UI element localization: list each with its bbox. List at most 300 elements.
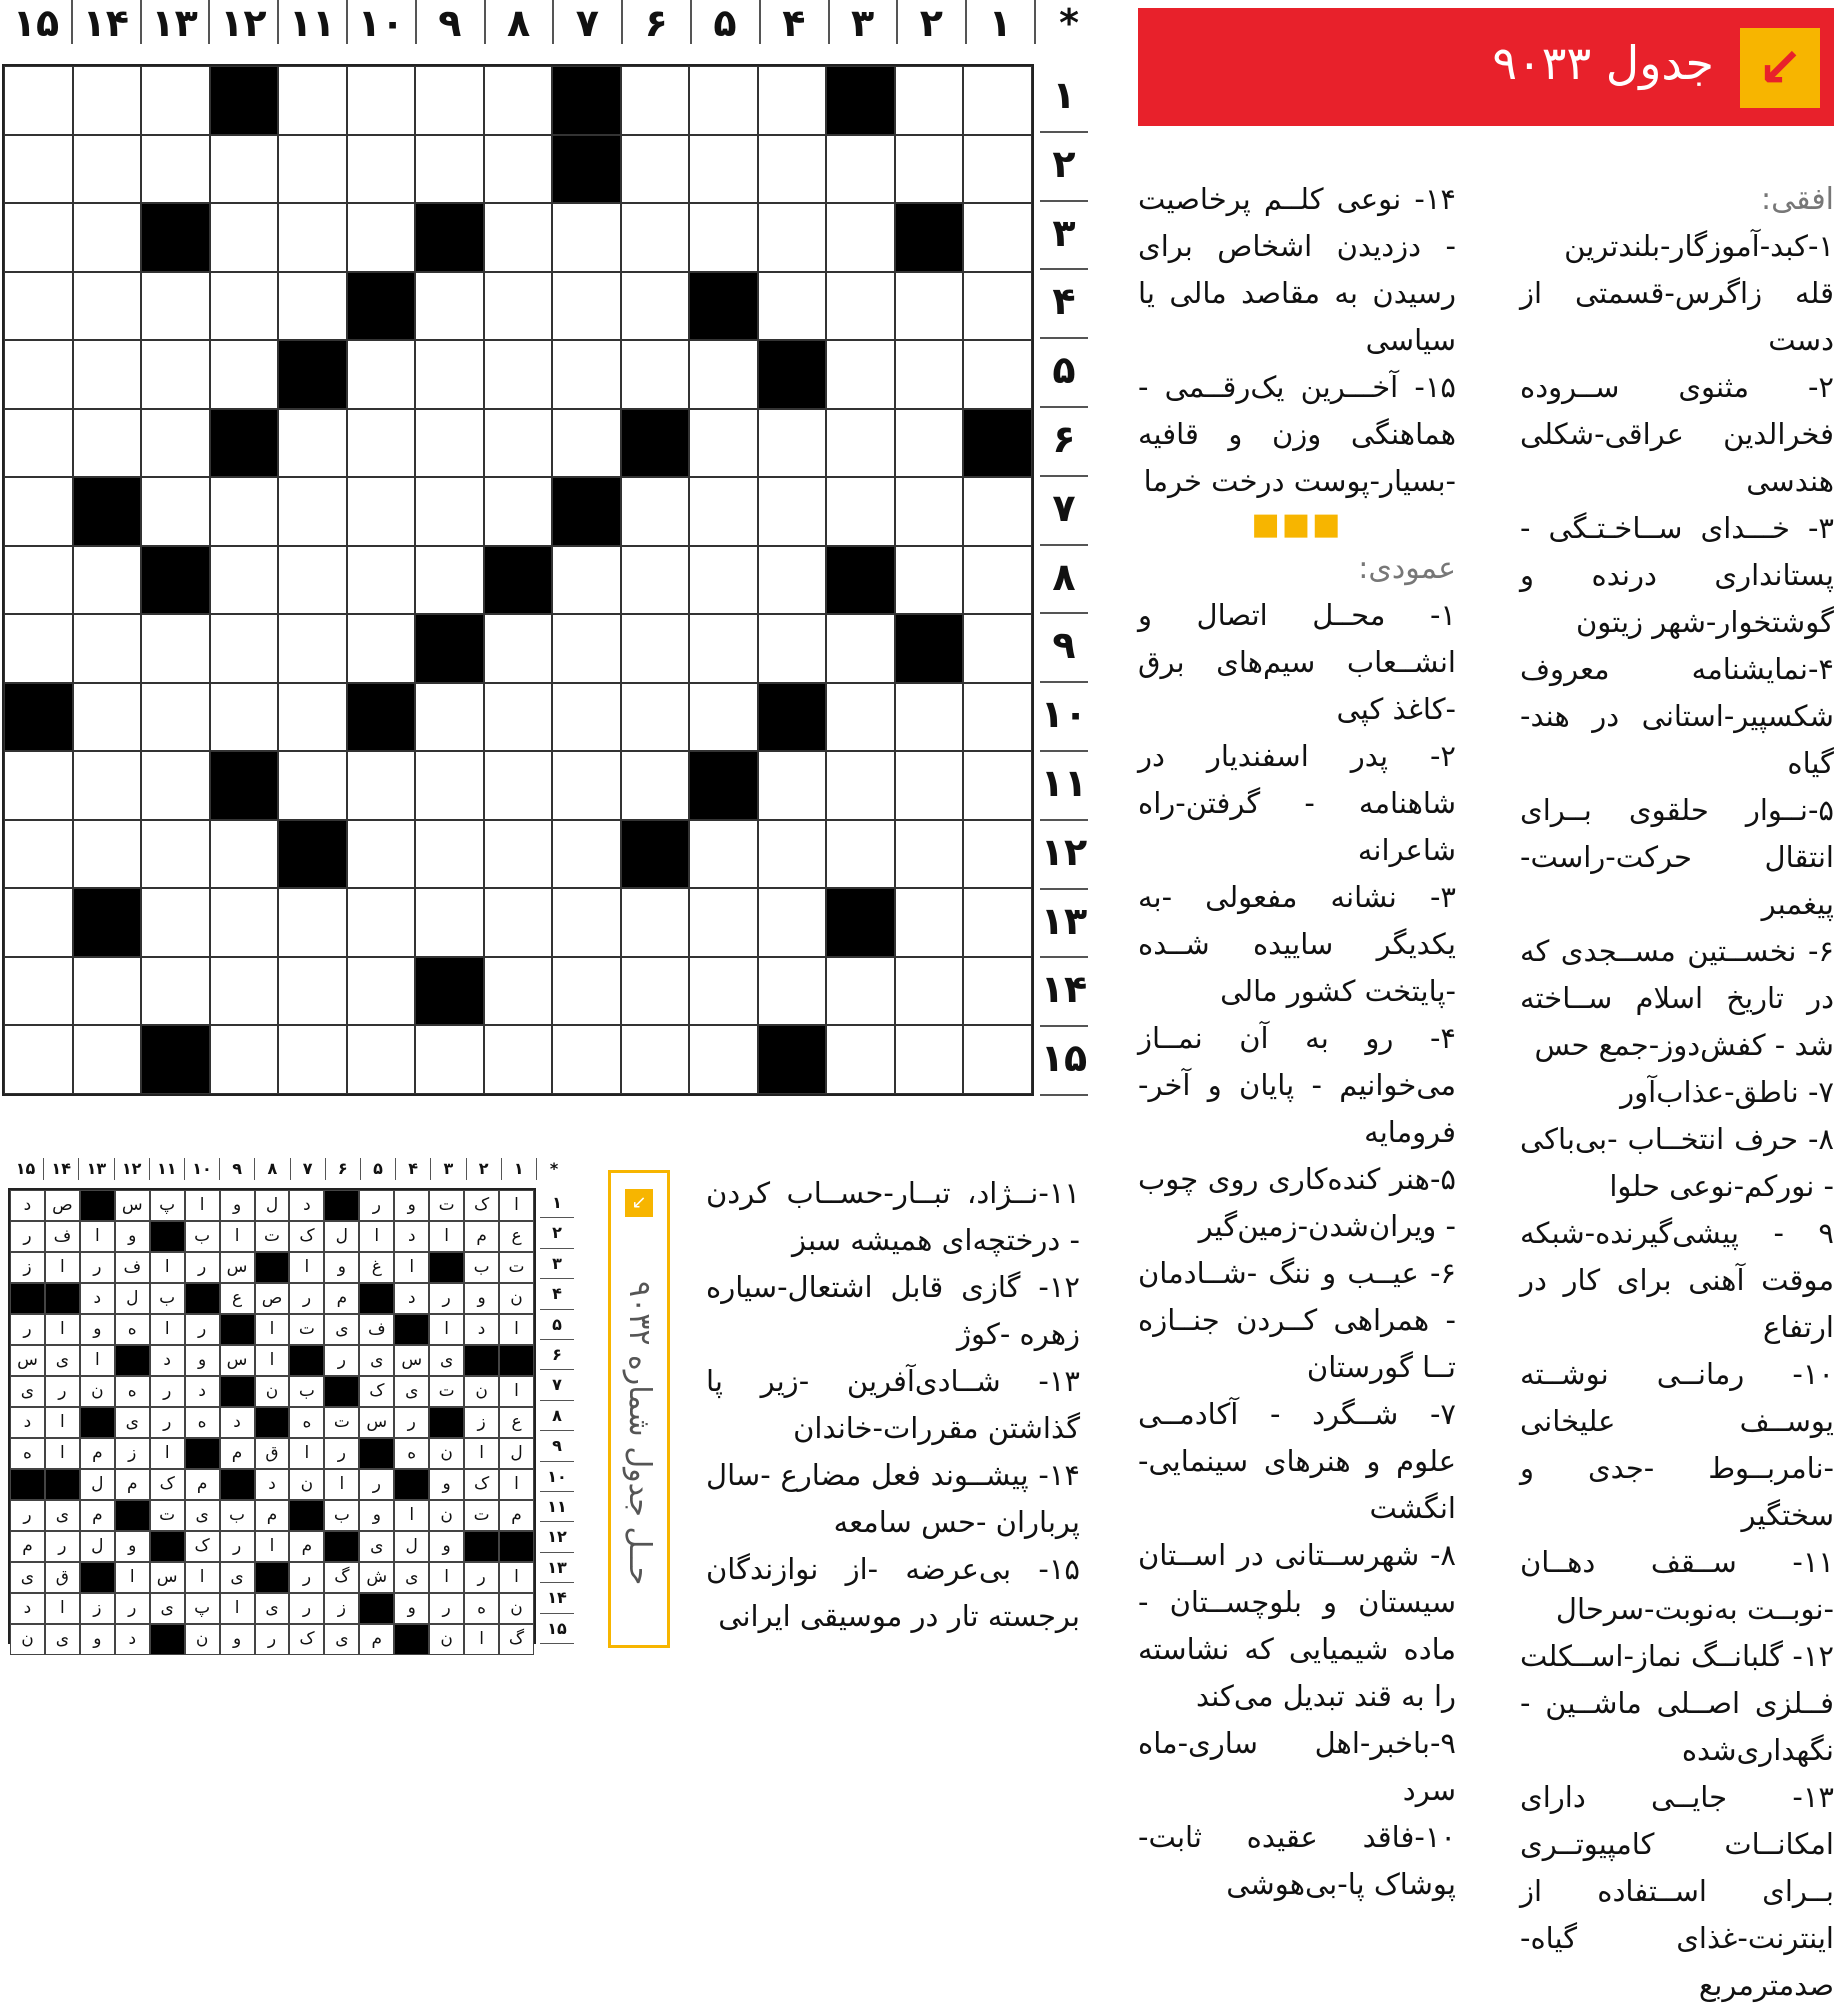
grid-cell[interactable] (758, 272, 827, 341)
grid-cell[interactable] (210, 340, 279, 409)
solution-cell: ی (45, 1624, 80, 1655)
grid-cell[interactable] (4, 203, 73, 272)
solution-cell: و (324, 1252, 359, 1283)
grid-cell (552, 135, 621, 204)
grid-cell[interactable] (4, 340, 73, 409)
grid-cell[interactable] (278, 66, 347, 135)
solution-cell: ر (80, 1252, 115, 1283)
grid-cell[interactable] (73, 957, 142, 1026)
solution-cell: د (10, 1593, 45, 1624)
solution-cell (499, 1345, 534, 1376)
solution-cell: ی (255, 1593, 290, 1624)
grid-cell (210, 66, 279, 135)
grid-cell (73, 888, 142, 957)
grid-cell[interactable] (895, 683, 964, 752)
grid-cell[interactable] (689, 683, 758, 752)
grid-cell[interactable] (826, 340, 895, 409)
grid-cell[interactable] (415, 272, 484, 341)
grid-cell[interactable] (73, 820, 142, 889)
grid-cell[interactable] (621, 135, 690, 204)
grid-cell[interactable] (895, 1025, 964, 1094)
solution-cell (150, 1531, 185, 1562)
grid-cell[interactable] (4, 272, 73, 341)
grid-cell[interactable] (484, 751, 553, 820)
grid-cell[interactable] (963, 135, 1032, 204)
grid-cell[interactable] (621, 203, 690, 272)
grid-cell[interactable] (689, 340, 758, 409)
grid-cell[interactable] (621, 888, 690, 957)
grid-cell[interactable] (73, 272, 142, 341)
solution-cell: ی (394, 1562, 429, 1593)
solution-cell: ر (394, 1407, 429, 1438)
solution-cell (185, 1283, 220, 1314)
grid-cell[interactable] (484, 340, 553, 409)
grid-cell[interactable] (347, 203, 416, 272)
grid-cell[interactable] (347, 477, 416, 546)
grid-cell[interactable] (758, 546, 827, 615)
solution-cell: ی (185, 1500, 220, 1531)
grid-cell[interactable] (552, 888, 621, 957)
grid-cell[interactable] (210, 614, 279, 683)
grid-cell[interactable] (347, 1025, 416, 1094)
row-number: ۴ (1040, 270, 1088, 339)
grid-cell[interactable] (758, 957, 827, 1026)
solution-cell: ر (220, 1531, 255, 1562)
solution-cell: ا (359, 1221, 394, 1252)
solution-cell: ز (10, 1252, 45, 1283)
grid-cell[interactable] (278, 477, 347, 546)
solution-cell: د (10, 1407, 45, 1438)
puzzle-title: جدول ۹۰۳۳ (1492, 36, 1714, 90)
solution-cell (289, 1345, 324, 1376)
grid-cell[interactable] (347, 820, 416, 889)
grid-cell[interactable] (826, 1025, 895, 1094)
grid-cell[interactable] (347, 888, 416, 957)
grid-cell (415, 203, 484, 272)
grid-cell[interactable] (4, 614, 73, 683)
solution-cell: م (185, 1469, 220, 1500)
grid-cell[interactable] (895, 66, 964, 135)
solution-cell: م (80, 1500, 115, 1531)
grid-cell[interactable] (141, 340, 210, 409)
solution-cell: ف (45, 1221, 80, 1252)
solution-cell: ل (394, 1531, 429, 1562)
solution-cell: د (220, 1407, 255, 1438)
grid-cell[interactable] (347, 66, 416, 135)
grid-cell[interactable] (552, 340, 621, 409)
grid-cell[interactable] (963, 546, 1032, 615)
grid-cell[interactable] (278, 272, 347, 341)
grid-cell[interactable] (895, 340, 964, 409)
solution-cell (150, 1221, 185, 1252)
grid-cell[interactable] (826, 683, 895, 752)
grid-cell[interactable] (4, 135, 73, 204)
grid-cell[interactable] (141, 135, 210, 204)
grid-cell[interactable] (4, 66, 73, 135)
grid-cell[interactable] (689, 820, 758, 889)
solution-row-number: ۱۱ (540, 1492, 574, 1522)
grid-cell[interactable] (552, 1025, 621, 1094)
grid-cell[interactable] (347, 751, 416, 820)
grid-cell[interactable] (895, 820, 964, 889)
grid-cell[interactable] (621, 340, 690, 409)
grid-cell[interactable] (552, 957, 621, 1026)
grid-cell[interactable] (4, 888, 73, 957)
grid-cell[interactable] (278, 888, 347, 957)
grid-cell[interactable] (689, 1025, 758, 1094)
solution-cell: ن (255, 1376, 290, 1407)
solution-cell: ا (429, 1314, 464, 1345)
grid-cell[interactable] (415, 66, 484, 135)
grid-cell[interactable] (4, 477, 73, 546)
grid-cell[interactable] (826, 820, 895, 889)
grid-cell[interactable] (484, 820, 553, 889)
solution-column-number: ۱۱ (149, 1158, 184, 1180)
grid-cell (347, 683, 416, 752)
grid-cell[interactable] (689, 546, 758, 615)
grid-cell (895, 614, 964, 683)
grid-cell[interactable] (4, 409, 73, 478)
grid-cell[interactable] (4, 751, 73, 820)
grid-cell[interactable] (347, 614, 416, 683)
grid-cell[interactable] (73, 751, 142, 820)
solution-cell: د (185, 1376, 220, 1407)
grid-cell[interactable] (689, 957, 758, 1026)
grid-cell[interactable] (826, 203, 895, 272)
grid-cell (141, 1025, 210, 1094)
grid-cell[interactable] (347, 957, 416, 1026)
grid-cell[interactable] (895, 409, 964, 478)
solution-cell: ی (45, 1345, 80, 1376)
column-number: ۱۱ (277, 0, 345, 44)
grid-cell[interactable] (895, 888, 964, 957)
grid-cell[interactable] (758, 477, 827, 546)
grid-cell[interactable] (963, 340, 1032, 409)
grid-cell[interactable] (141, 820, 210, 889)
grid-cell[interactable] (210, 888, 279, 957)
grid-cell[interactable] (552, 409, 621, 478)
grid-cell (415, 614, 484, 683)
solution-cell: ب (289, 1376, 324, 1407)
grid-cell[interactable] (826, 751, 895, 820)
grid-cell[interactable] (621, 1025, 690, 1094)
arrow-logo-icon: ↙ (625, 1189, 653, 1217)
grid-cell[interactable] (621, 272, 690, 341)
grid-cell[interactable] (758, 203, 827, 272)
solution-cell: ن (499, 1283, 534, 1314)
grid-cell[interactable] (210, 203, 279, 272)
grid-cell[interactable] (552, 751, 621, 820)
solution-cell: ن (499, 1593, 534, 1624)
grid-cell[interactable] (689, 477, 758, 546)
grid-cell[interactable] (141, 683, 210, 752)
solution-column-number: * (536, 1158, 571, 1180)
grid-cell[interactable] (758, 66, 827, 135)
arrow-logo-icon: ↙ (1740, 28, 1820, 108)
grid-cell[interactable] (621, 546, 690, 615)
grid-cell[interactable] (963, 477, 1032, 546)
grid-cell[interactable] (4, 1025, 73, 1094)
grid-cell[interactable] (347, 340, 416, 409)
grid-cell[interactable] (141, 272, 210, 341)
solution-cell: د (289, 1190, 324, 1221)
solution-cell: و (464, 1283, 499, 1314)
grid-cell[interactable] (895, 135, 964, 204)
grid-cell[interactable] (141, 477, 210, 546)
grid-cell[interactable] (4, 820, 73, 889)
grid-cell[interactable] (415, 888, 484, 957)
grid-cell[interactable] (73, 614, 142, 683)
grid-cell[interactable] (73, 683, 142, 752)
grid-cell[interactable] (963, 957, 1032, 1026)
grid-cell[interactable] (826, 957, 895, 1026)
row-number: ۳ (1040, 202, 1088, 271)
grid-cell[interactable] (552, 203, 621, 272)
grid-cell[interactable] (552, 546, 621, 615)
clue-h6: ۶- نخســتین مســجدی که در تاریخ اسلام ســاخته شد - کفش‌دوز-جمع حس (1520, 934, 1834, 1062)
grid-cell[interactable] (347, 546, 416, 615)
grid-cell[interactable] (826, 477, 895, 546)
grid-cell[interactable] (689, 203, 758, 272)
solution-cell: ن (289, 1469, 324, 1500)
grid-cell[interactable] (826, 135, 895, 204)
grid-cell[interactable] (415, 751, 484, 820)
solution-cell: و (220, 1624, 255, 1655)
grid-cell[interactable] (210, 820, 279, 889)
solution-cell: ر (185, 1314, 220, 1345)
grid-cell[interactable] (552, 614, 621, 683)
grid-cell[interactable] (895, 477, 964, 546)
grid-cell[interactable] (689, 66, 758, 135)
grid-cell (210, 409, 279, 478)
grid-cell[interactable] (552, 272, 621, 341)
grid-cell[interactable] (621, 751, 690, 820)
grid-cell[interactable] (963, 820, 1032, 889)
solution-cell: ل (324, 1221, 359, 1252)
grid-cell[interactable] (758, 409, 827, 478)
solution-cell: ن (429, 1438, 464, 1469)
grid-cell[interactable] (484, 66, 553, 135)
grid-cell[interactable] (73, 409, 142, 478)
grid-cell (963, 409, 1032, 478)
solution-cell: ل (255, 1190, 290, 1221)
grid-cell[interactable] (484, 409, 553, 478)
solution-cell: ا (80, 1345, 115, 1376)
grid-cell[interactable] (141, 751, 210, 820)
grid-cell[interactable] (415, 477, 484, 546)
solution-cell: س (10, 1345, 45, 1376)
solution-cell: ر (45, 1376, 80, 1407)
grid-cell[interactable] (689, 409, 758, 478)
grid-cell[interactable] (758, 820, 827, 889)
row-number: ۱۳ (1040, 890, 1088, 959)
solution-cell: ر (150, 1376, 185, 1407)
grid-cell[interactable] (347, 409, 416, 478)
grid-cell[interactable] (141, 409, 210, 478)
grid-cell[interactable] (73, 135, 142, 204)
grid-cell[interactable] (484, 614, 553, 683)
grid-cell[interactable] (895, 272, 964, 341)
grid-cell[interactable] (415, 820, 484, 889)
grid-cell[interactable] (73, 66, 142, 135)
grid-cell (4, 683, 73, 752)
grid-cell[interactable] (963, 272, 1032, 341)
solution-column-number: ۷ (290, 1158, 325, 1180)
grid-cell[interactable] (141, 888, 210, 957)
solution-cell: و (394, 1593, 429, 1624)
grid-cell (552, 66, 621, 135)
grid-cell[interactable] (347, 135, 416, 204)
grid-cell[interactable] (4, 546, 73, 615)
grid-cell[interactable] (210, 477, 279, 546)
grid-cell[interactable] (621, 957, 690, 1026)
clue-h5: ۵-نــوار حلقوی بــرای انتقال حرکت-راست-پیغمبر (1520, 793, 1834, 921)
solution-cell: ز (324, 1593, 359, 1624)
grid-cell[interactable] (621, 477, 690, 546)
grid-cell[interactable] (826, 272, 895, 341)
grid-cell[interactable] (963, 751, 1032, 820)
grid-cell[interactable] (963, 683, 1032, 752)
grid-cell[interactable] (963, 888, 1032, 957)
grid-cell[interactable] (210, 683, 279, 752)
clue-v4: ۴- رو به آن نمــاز می‌خوانیم - پایان و آخر-فرومایه (1138, 1021, 1456, 1149)
solution-cell (220, 1314, 255, 1345)
solution-cell: ا (150, 1438, 185, 1469)
solution-cell: ت (499, 1252, 534, 1283)
solution-cell: د (394, 1221, 429, 1252)
grid-cell[interactable] (415, 135, 484, 204)
grid-cell[interactable] (621, 614, 690, 683)
solution-cell: ی (45, 1500, 80, 1531)
solution-cell: ز (80, 1593, 115, 1624)
grid-cell (278, 820, 347, 889)
grid-cell[interactable] (278, 957, 347, 1026)
grid-cell (689, 751, 758, 820)
grid-cell[interactable] (895, 957, 964, 1026)
grid-cell (278, 340, 347, 409)
grid-cell[interactable] (484, 135, 553, 204)
solution-cell: ب (324, 1500, 359, 1531)
row-number: ۱۲ (1040, 821, 1088, 890)
grid-cell[interactable] (484, 888, 553, 957)
grid-cell[interactable] (758, 888, 827, 957)
grid-cell[interactable] (621, 66, 690, 135)
grid-cell[interactable] (210, 546, 279, 615)
grid-cell[interactable] (826, 614, 895, 683)
grid-cell[interactable] (415, 1025, 484, 1094)
grid-cell[interactable] (415, 340, 484, 409)
grid-cell[interactable] (278, 1025, 347, 1094)
grid-cell[interactable] (4, 957, 73, 1026)
solution-cell (359, 1593, 394, 1624)
solution-cell: د (10, 1190, 45, 1221)
solution-column-number: ۱۰ (184, 1158, 219, 1180)
grid-cell[interactable] (689, 135, 758, 204)
solution-column-number: ۶ (325, 1158, 360, 1180)
grid-cell[interactable] (621, 683, 690, 752)
grid-cell[interactable] (73, 340, 142, 409)
solution-cell: ک (464, 1469, 499, 1500)
grid-cell[interactable] (278, 546, 347, 615)
grid-cell[interactable] (278, 614, 347, 683)
grid-cell[interactable] (73, 546, 142, 615)
grid-cell[interactable] (758, 135, 827, 204)
clue-h8: ۸- حرف انتخــاب -بی‌باکی - نورکم-نوعی حلوا (1520, 1122, 1834, 1203)
grid-cell[interactable] (895, 751, 964, 820)
grid-cell[interactable] (73, 1025, 142, 1094)
solution-row-number: ۱۲ (540, 1522, 574, 1552)
grid-cell[interactable] (278, 683, 347, 752)
grid-cell[interactable] (963, 66, 1032, 135)
grid-cell[interactable] (484, 203, 553, 272)
grid-cell[interactable] (826, 409, 895, 478)
solution-cell: س (394, 1345, 429, 1376)
grid-cell[interactable] (484, 683, 553, 752)
solution-cell: ک (464, 1190, 499, 1221)
grid-cell[interactable] (484, 957, 553, 1026)
grid-cell[interactable] (552, 683, 621, 752)
grid-cell[interactable] (963, 203, 1032, 272)
solution-cell: ر (359, 1190, 394, 1221)
solution-row-number: ۱۰ (540, 1462, 574, 1492)
grid-cell[interactable] (415, 409, 484, 478)
solution-cell: ا (499, 1190, 534, 1221)
clue-v15: ۱۵- بی‌عرضه -از نوازندگان برجسته تار در موسیقی ایرانی (706, 1552, 1080, 1633)
grid-cell[interactable] (963, 614, 1032, 683)
grid-cell[interactable] (415, 683, 484, 752)
grid-cell[interactable] (415, 546, 484, 615)
grid-cell[interactable] (278, 135, 347, 204)
solution-cell: ت (324, 1407, 359, 1438)
grid-cell[interactable] (689, 888, 758, 957)
grid-cell[interactable] (141, 957, 210, 1026)
grid-cell[interactable] (141, 614, 210, 683)
solution-cell: ا (80, 1221, 115, 1252)
grid-cell[interactable] (484, 272, 553, 341)
solution-row-number: ۲ (540, 1218, 574, 1248)
grid-cell[interactable] (758, 751, 827, 820)
grid-cell[interactable] (484, 477, 553, 546)
solution-cell: ت (255, 1221, 290, 1252)
grid-cell[interactable] (895, 546, 964, 615)
solution-column-number: ۳ (430, 1158, 465, 1180)
grid-cell[interactable] (278, 409, 347, 478)
grid-cell[interactable] (484, 1025, 553, 1094)
grid-cell[interactable] (278, 751, 347, 820)
solution-cell: و (394, 1190, 429, 1221)
grid-cell[interactable] (210, 272, 279, 341)
solution-cell: د (115, 1624, 150, 1655)
grid-cell[interactable] (210, 957, 279, 1026)
grid-cell[interactable] (210, 135, 279, 204)
solution-cell (324, 1531, 359, 1562)
grid-cell[interactable] (210, 1025, 279, 1094)
clues-column-3 (706, 1170, 1080, 1640)
grid-cell[interactable] (278, 203, 347, 272)
solution-cell: ی (220, 1562, 255, 1593)
grid-cell[interactable] (689, 614, 758, 683)
solution-cell: ن (464, 1376, 499, 1407)
grid-cell[interactable] (73, 203, 142, 272)
grid-cell[interactable] (758, 614, 827, 683)
solution-cell: ا (185, 1190, 220, 1221)
grid-cell[interactable] (552, 820, 621, 889)
clue-h2: ۲- مثنوی ســروده فخرالدین عراقی-شکلی هندسی (1520, 370, 1834, 498)
solution-cell: ا (45, 1314, 80, 1345)
grid-cell[interactable] (141, 66, 210, 135)
solution-cell (150, 1624, 185, 1655)
grid-cell[interactable] (963, 1025, 1032, 1094)
